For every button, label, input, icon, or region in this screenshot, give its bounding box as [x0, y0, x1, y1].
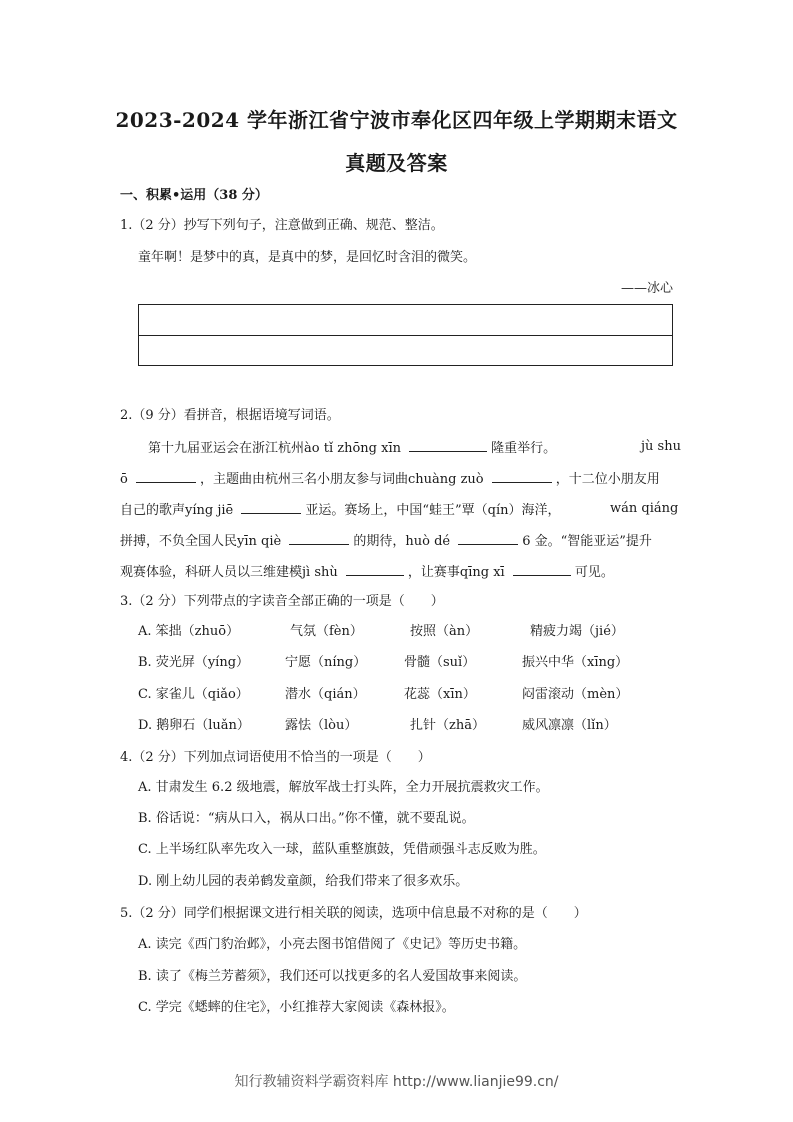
- q4-option-a[interactable]: A. 甘肃发生 6.2 级地震，解放军战士打头阵，全力开展抗震救灾工作。: [138, 780, 549, 795]
- answer-blank[interactable]: [513, 561, 571, 576]
- q3-item: 精疲力竭（jié）: [530, 624, 624, 639]
- q2-text: ，主题曲由杭州三名小朋友参与词曲: [199, 472, 408, 487]
- pinyin: huò dé: [405, 534, 451, 549]
- pinyin: qīng xī: [459, 565, 505, 580]
- q3-item: 花蕊（xīn）: [404, 687, 476, 702]
- q2-text: 自己的歌声: [120, 503, 186, 518]
- q2-text: 亚运。赛场上，中国“蛙王”覃（qín）海洋，: [305, 503, 561, 518]
- pinyin: yíng jiē: [185, 503, 234, 518]
- q4-option-c[interactable]: C. 上半场红队率先攻入一球，蓝队重整旗鼓，凭借顽强斗志反败为胜。: [138, 842, 546, 857]
- q1-sentence: 童年啊！是梦中的真，是真中的梦，是回忆时含泪的微笑。: [138, 250, 477, 265]
- q1-author: ——冰心: [620, 281, 673, 296]
- q5-stem: 5.（2 分）同学们根据课文进行相关联的阅读，选项中信息最不对称的是（ ）: [120, 906, 587, 921]
- q5-option-b[interactable]: B. 读了《梅兰芳蓄须》，我们还可以找更多的名人爱国故事来阅读。: [138, 969, 527, 984]
- q2-line1: [148, 437, 556, 459]
- q2-stem: 2.（9 分）看拼音，根据语境写词语。: [120, 408, 340, 423]
- q2-text: 隆重举行。: [491, 441, 557, 456]
- q1-stem: 1.（2 分）抄写下列句子，注意做到正确、规范、整洁。: [120, 218, 444, 233]
- q4-option-d[interactable]: D. 刚上幼儿园的表弟鹤发童颜，给我们带来了很多欢乐。: [138, 874, 469, 889]
- q2-line2: [120, 468, 660, 490]
- page-title-line2: 真题及答案: [345, 151, 448, 175]
- pinyin: ào tǐ zhōng xīn: [304, 441, 401, 456]
- footer-watermark: 知行教辅资料学霸资料库 http://www.lianjie99.cn/: [234, 1074, 559, 1090]
- q2-line3: [120, 499, 561, 521]
- q2-text: ，让赛事: [407, 565, 460, 580]
- q5-option-a[interactable]: A. 读完《西门豹治邺》，小亮去图书馆借阅了《史记》等历史书籍。: [138, 937, 527, 952]
- answer-blank[interactable]: [458, 530, 518, 545]
- q3-item: 威风凛凛（lǐn）: [522, 718, 617, 733]
- q3-item: 按照（àn）: [410, 624, 479, 639]
- q2-line4: [120, 530, 652, 552]
- q3-item: 气氛（fèn）: [290, 624, 363, 639]
- q2-text: 6 金。“智能亚运”提升: [522, 534, 652, 549]
- answer-blank[interactable]: [241, 499, 301, 514]
- q5-option-c[interactable]: C. 学完《蟋蟀的住宅》，小红推荐大家阅读《森林报》。: [138, 1000, 455, 1015]
- q3-option-d[interactable]: D. 鹅卵石（luǎn）: [138, 718, 250, 733]
- q3-option-c[interactable]: C. 家雀儿（qiǎo）: [138, 687, 249, 702]
- section-heading: 一、积累•运用（38 分）: [120, 188, 268, 203]
- q3-item: 闷雷滚动（mèn）: [522, 687, 629, 702]
- q3-item: 露怯（lòu）: [285, 718, 358, 733]
- answer-blank[interactable]: [409, 437, 487, 452]
- q2-text: 可见。: [574, 565, 614, 580]
- q3-option-b[interactable]: B. 荧光屏（yíng）: [138, 655, 250, 670]
- pinyin: yīn qiè: [237, 534, 282, 549]
- q3-item: 潜水（qián）: [285, 687, 366, 702]
- q2-text: ，十二位小朋友用: [555, 472, 660, 487]
- q4-stem: 4.（2 分）下列加点词语使用不恰当的一项是（ ）: [120, 750, 431, 765]
- page-title-line1: 2023-2024 学年浙江省宁波市奉化区四年级上学期期末语文: [115, 108, 678, 132]
- q3-stem: 3.（2 分）下列带点的字读音全部正确的一项是（ ）: [120, 594, 444, 609]
- q4-option-b[interactable]: B. 俗话说：“病从口入，祸从口出。”你不懂，就不要乱说。: [138, 811, 475, 826]
- answer-blank[interactable]: [136, 468, 196, 483]
- q3-item: 骨髓（suǐ）: [404, 655, 476, 670]
- pinyin: ō: [120, 472, 128, 487]
- pinyin: wán qiáng: [610, 501, 679, 516]
- q2-text: 拼搏，不负全国人民: [120, 534, 238, 549]
- q3-item: 振兴中华（xīng）: [522, 655, 629, 670]
- answer-blank[interactable]: [346, 561, 404, 576]
- pinyin: jù shu: [641, 439, 681, 454]
- q3-item: 扎针（zhā）: [410, 718, 485, 733]
- answer-blank[interactable]: [492, 468, 552, 483]
- q3-option-a[interactable]: A. 笨拙（zhuō）: [138, 624, 240, 639]
- q2-text: 的期待，: [353, 534, 406, 549]
- q2-text: 观赛体验，科研人员以三维建模: [120, 565, 303, 580]
- copy-box-divider: [139, 335, 672, 336]
- q2-text: 第十九届亚运会在浙江杭州: [148, 441, 305, 456]
- pinyin: jì shù: [302, 565, 338, 580]
- q2-line5: [120, 561, 614, 583]
- q3-item: 宁愿（níng）: [285, 655, 367, 670]
- answer-blank[interactable]: [289, 530, 349, 545]
- copy-writing-box[interactable]: [138, 304, 673, 366]
- pinyin: chuàng zuò: [407, 472, 484, 487]
